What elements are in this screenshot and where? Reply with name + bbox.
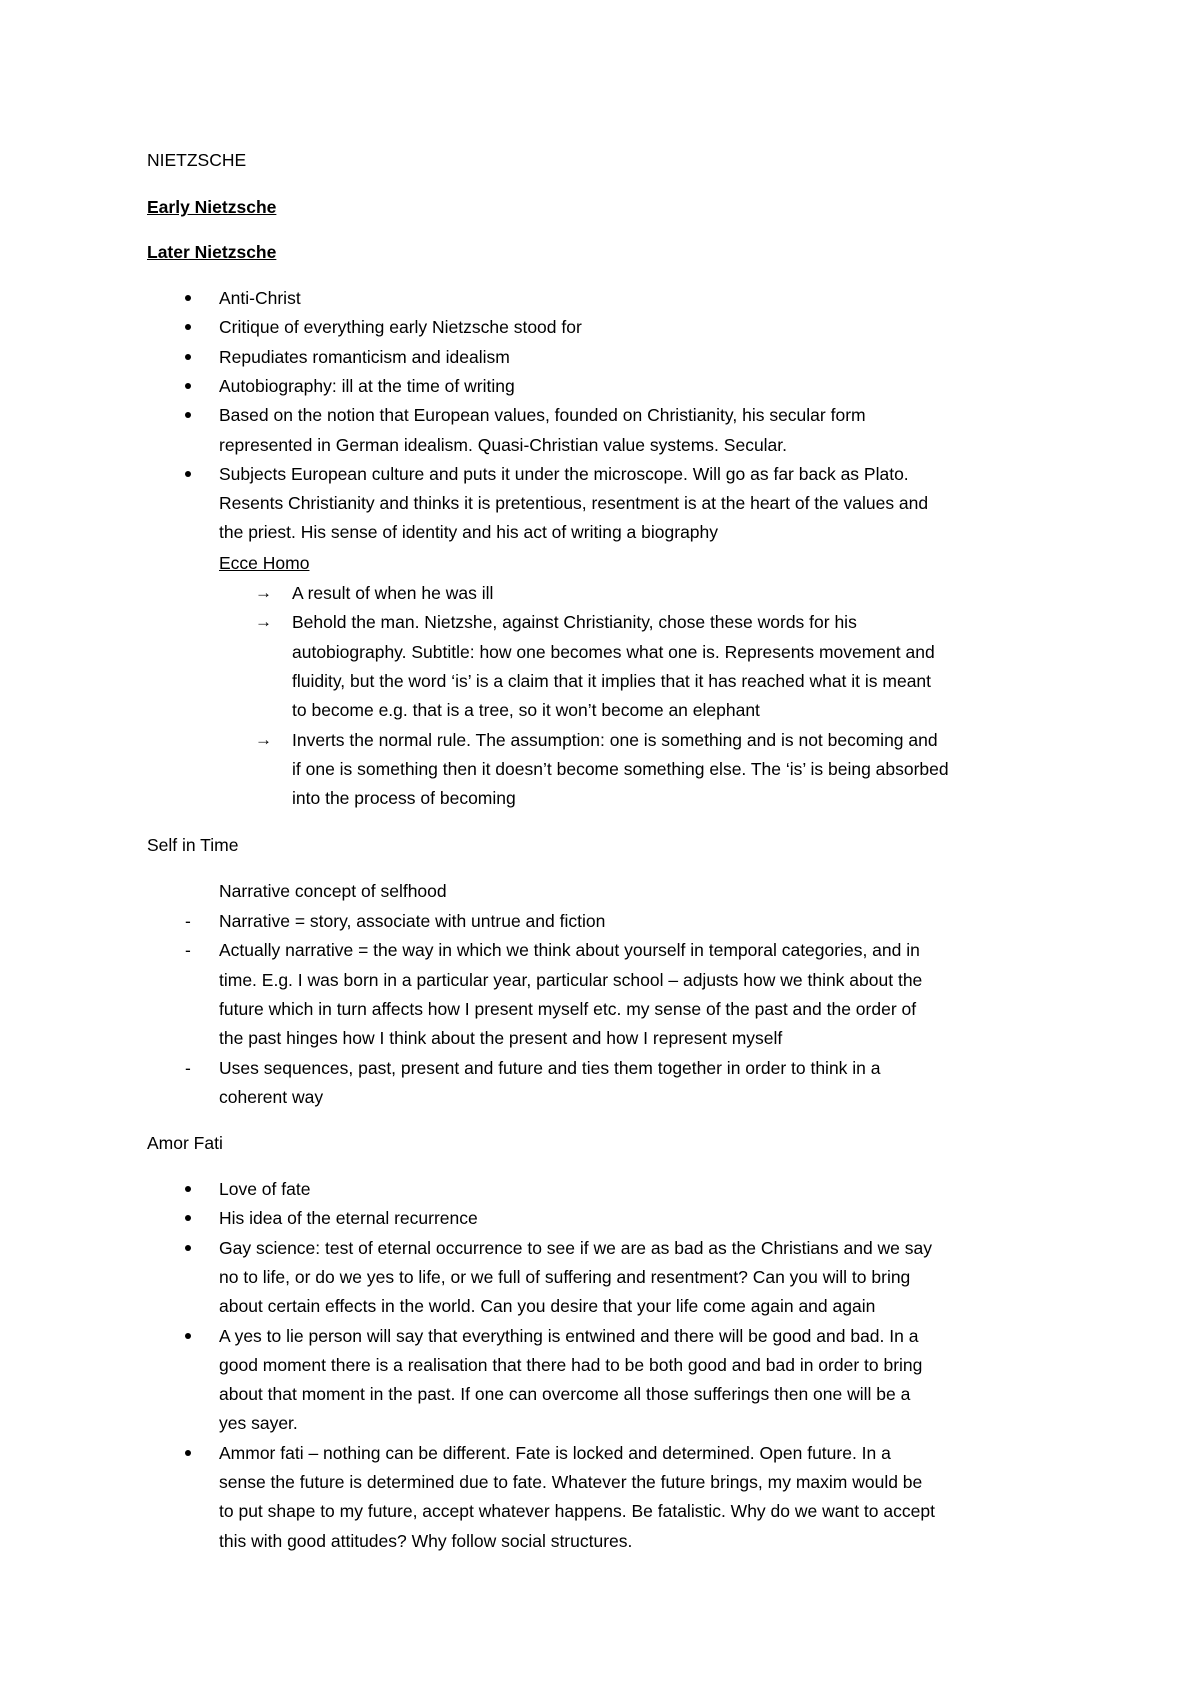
list-item-line: A yes to lie person will say that everything is entwined and there will be good and bad. In a (219, 1325, 919, 1346)
list-item-line: yes sayer. (219, 1413, 298, 1434)
bullet-icon (185, 1245, 191, 1251)
list-item-line: fluidity, but the word ‘is’ is a claim that it implies that it has reached what it is meant (292, 670, 932, 691)
list-item-line: about certain effects in the world. Can you desire that your life come again and again (219, 1296, 876, 1317)
list-item-line: Anti-Christ (219, 288, 301, 308)
list-item-line: about that moment in the past. If one can overcome all those sufferings then one will be a (219, 1384, 911, 1405)
list-item-line: coherent way (219, 1086, 324, 1107)
section-heading-early: Early Nietzsche (147, 197, 277, 217)
list-item-line: Autobiography: ill at the time of writing (219, 375, 515, 396)
list-item-line: Behold the man. Nietzshe, against Christianity, chose these words for his (292, 612, 857, 633)
list-item-line: into the process of becoming (292, 788, 516, 809)
bullet-icon (185, 412, 191, 418)
list-item-line: time. E.g. I was born in a particular year, particular school – adjusts how we think about the (219, 969, 923, 990)
list-item-line: if one is something then it doesn’t become something else. The ‘is’ is being absorbed (292, 758, 949, 779)
list-item-line: Repudiates romanticism and idealism (219, 346, 510, 367)
list-item-line: sense the future is determined due to fate. Whatever the future brings, my maxim would be (219, 1472, 923, 1492)
section-heading-amor-fati: Amor Fati (147, 1133, 223, 1153)
arrow-right-icon: → (255, 729, 272, 749)
bullet-icon (185, 1333, 191, 1339)
dash-marker: - (185, 911, 191, 931)
bullet-icon (185, 1215, 191, 1221)
arrow-right-icon: → (255, 612, 272, 632)
dash-marker: - (185, 940, 191, 961)
bullet-icon (185, 1450, 191, 1456)
list-item-line: the past hinges how I think about the present and how I represent myself (219, 1028, 783, 1049)
list-item-line: the priest. His sense of identity and his act of writing a biography (219, 522, 719, 543)
list-item-line: to put shape to my future, accept whatever happens. Be fatalistic. Why do we want to accept (219, 1501, 935, 1522)
list-item-line: Love of fate (219, 1179, 311, 1199)
list-item-line: future which in turn affects how I present myself etc. my sense of the past and the order of (219, 998, 917, 1019)
bullet-icon (185, 295, 191, 301)
list-item-line: represented in German idealism. Quasi-Christian value systems. Secular. (219, 434, 788, 455)
list-item-line: His idea of the eternal recurrence (219, 1208, 478, 1229)
ecce-homo-label: Ecce Homo (219, 553, 310, 573)
list-item-line: Narrative = story, associate with untrue and fiction (219, 911, 606, 931)
self-in-time-intro: Narrative concept of selfhood (219, 881, 447, 901)
arrow-right-icon: → (255, 583, 272, 602)
document-title: NIETZSCHE (147, 150, 247, 170)
list-item-line: no to life, or do we yes to life, or we full of suffering and resentment? Can you will to bring (219, 1266, 911, 1287)
section-heading-self-in-time: Self in Time (147, 835, 239, 855)
list-item-line: Actually narrative = the way in which we think about yourself in temporal categories, and in (219, 940, 920, 961)
list-item-line: Gay science: test of eternal occurrence to see if we are as bad as the Christians and we say (219, 1237, 933, 1258)
bullet-icon (185, 383, 191, 389)
bullet-icon (185, 324, 191, 330)
list-item-line: Subjects European culture and puts it under the microscope. Will go as far back as Plato. (219, 463, 909, 484)
list-item-line: this with good attitudes? Why follow social structures. (219, 1530, 633, 1551)
bullet-icon (185, 471, 191, 477)
list-item-line: Critique of everything early Nietzsche stood for (219, 317, 582, 338)
list-item-line: A result of when he was ill (292, 583, 494, 603)
list-item-line: Ammor fati – nothing can be different. Fate is locked and determined. Open future. In a (219, 1442, 891, 1463)
dash-marker: - (185, 1057, 191, 1078)
list-item-line: Uses sequences, past, present and future and ties them together in order to think in a (219, 1057, 881, 1078)
list-item-line: good moment there is a realisation that there had to be both good and bad in order to bring (219, 1354, 923, 1375)
list-item-line: autobiography. Subtitle: how one becomes what one is. Represents movement and (292, 641, 935, 662)
list-item-line: Inverts the normal rule. The assumption: one is something and is not becoming and (292, 729, 938, 750)
bullet-icon (185, 1186, 191, 1192)
bullet-icon (185, 354, 191, 360)
list-item-line: Resents Christianity and thinks it is pretentious, resentment is at the heart of the values and (219, 493, 929, 514)
section-heading-later: Later Nietzsche (147, 242, 277, 262)
list-item-line: Based on the notion that European values, founded on Christianity, his secular form (219, 405, 866, 426)
list-item-line: to become e.g. that is a tree, so it won’t become an elephant (292, 700, 760, 721)
